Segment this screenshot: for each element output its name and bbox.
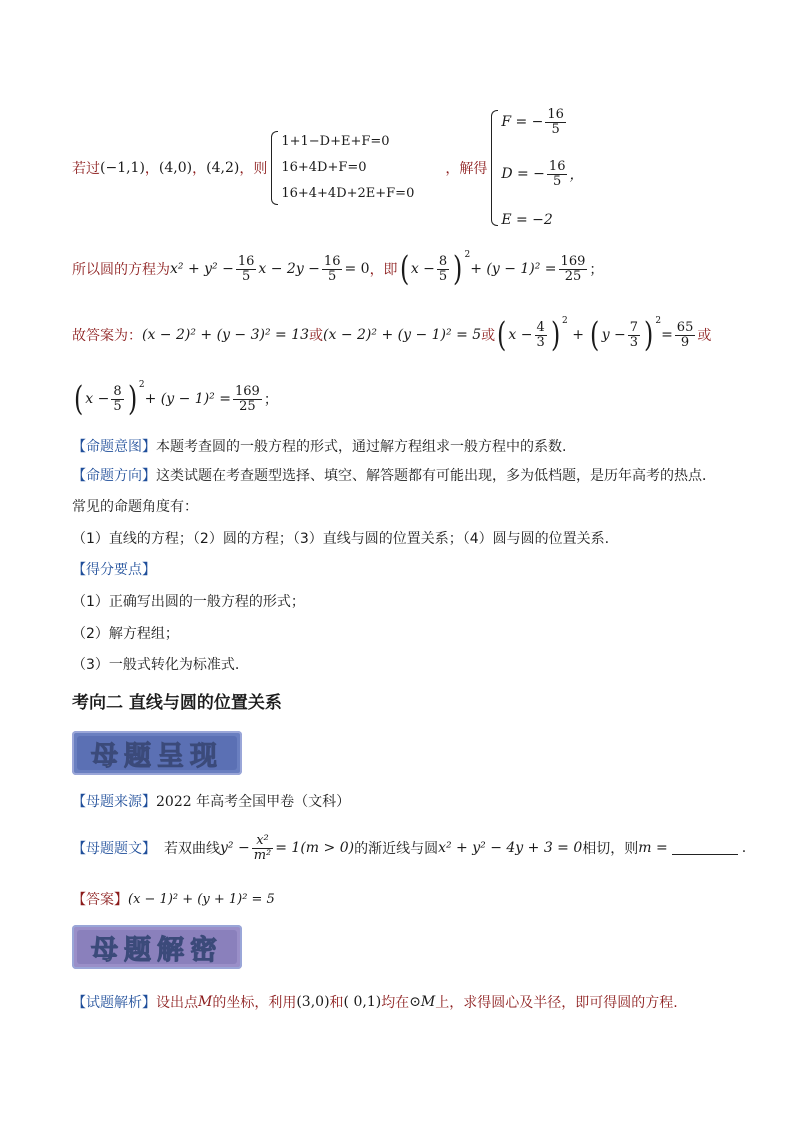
line-so: 所以圆的方程为 x² + y² − $\frac{16}{5}$ x − 2y − $\frac{16}{5}$ = 0 ，即 ( x − $\frac{8}{5}$ ) $^2$ + (y − 1)² = $\frac{169}{25}$ ； [72, 249, 604, 289]
score-point-3: （3）一般式转化为标准式. [72, 657, 240, 673]
point-1: (−1,1) [100, 160, 145, 176]
eq-1: 1+1−D+E+F=0 [281, 134, 390, 149]
solve-text: ，解得 [445, 161, 488, 177]
answer-line: 【答案】 (x − 1)² + (y + 1)² = 5 [72, 891, 275, 908]
so-prefix: 所以圆的方程为 [72, 262, 170, 278]
badge-question-presented [72, 731, 242, 775]
question-line: 【母题题文】 若双曲线 y² − $\frac{\text{x²}}{\text{m²}}$ = 1(m > 0) 的渐近线与圆 x² + y² − 4y + 3 = 0 相切，则 m = . [72, 832, 747, 863]
line-answer-2: ( x − $\frac{8}{5}$ ) $^2$ + (y − 1)² = $\frac{169}{25}$ ； [73, 379, 278, 419]
sep: ， [144, 161, 159, 177]
section-heading: 考向二 直线与圆的位置关系 [72, 693, 282, 713]
line-answer: 故答案为： (x − 2)² + (y − 3)² = 13 或 (x − 2)² + (y − 1)² = 5 或 ( x − $\frac{4}{3}$ ) $^2$ + ( y − $\frac{7}{3}$ ) $^2$ = $\frac{65}{9}$ 或 [72, 315, 712, 355]
score-point-2: （2）解方程组； [72, 626, 179, 642]
source-line: 【母题来源】2022 年高考全国甲卷（文科） [72, 794, 351, 810]
point-2: (4,0) [158, 160, 193, 176]
analysis-line: 【试题解析】 设出点 M 的坐标，利用 (3,0) 和 ( 0,1) 均在 ⊙M 上，求得圆心及半径，即可得圆的方程. [72, 994, 678, 1011]
answer-blank [672, 842, 738, 855]
eq-3: 16+4+4D+2E+F=0 [281, 186, 415, 201]
eq-2: 16+4D+F=0 [281, 160, 367, 175]
solution-system [487, 108, 583, 228]
badge-question-decoded [72, 925, 242, 969]
angles-list: （1）直线的方程；（2）圆的方程；（3）直线与圆的位置关系；（4）圆与圆的位置关系. [72, 531, 610, 547]
intent-paragraph: 【命题意图】本题考查圆的一般方程的形式，通过解方程组求一般方程中的系数. [72, 439, 567, 455]
sep: ， [192, 161, 207, 177]
common-angles-intro: 常见的命题角度有： [72, 499, 198, 515]
badge-label: 母题呈现 [77, 736, 237, 770]
badge-label: 母题解密 [77, 930, 237, 964]
sol-e: E = −2 [501, 212, 553, 228]
if-prefix: 若过 [72, 161, 100, 177]
equation-system [267, 129, 445, 207]
score-point-1: （1）正确写出圆的一般方程的形式； [72, 594, 305, 610]
then-text: ，则 [239, 161, 268, 177]
direction-paragraph: 【命题方向】这类试题在考查题型选择、填空、解答题都有可能出现，多为低档题，是历年高考的热点． [72, 468, 716, 484]
sol-f: F = − $\frac{16}{5}$ [501, 107, 564, 137]
line-if [72, 106, 583, 230]
sol-d: D = − $\frac{16}{5}$ ， [501, 159, 584, 189]
score-points-tag: 【得分要点】 [72, 562, 156, 578]
point-3: (4,2) [206, 160, 240, 176]
